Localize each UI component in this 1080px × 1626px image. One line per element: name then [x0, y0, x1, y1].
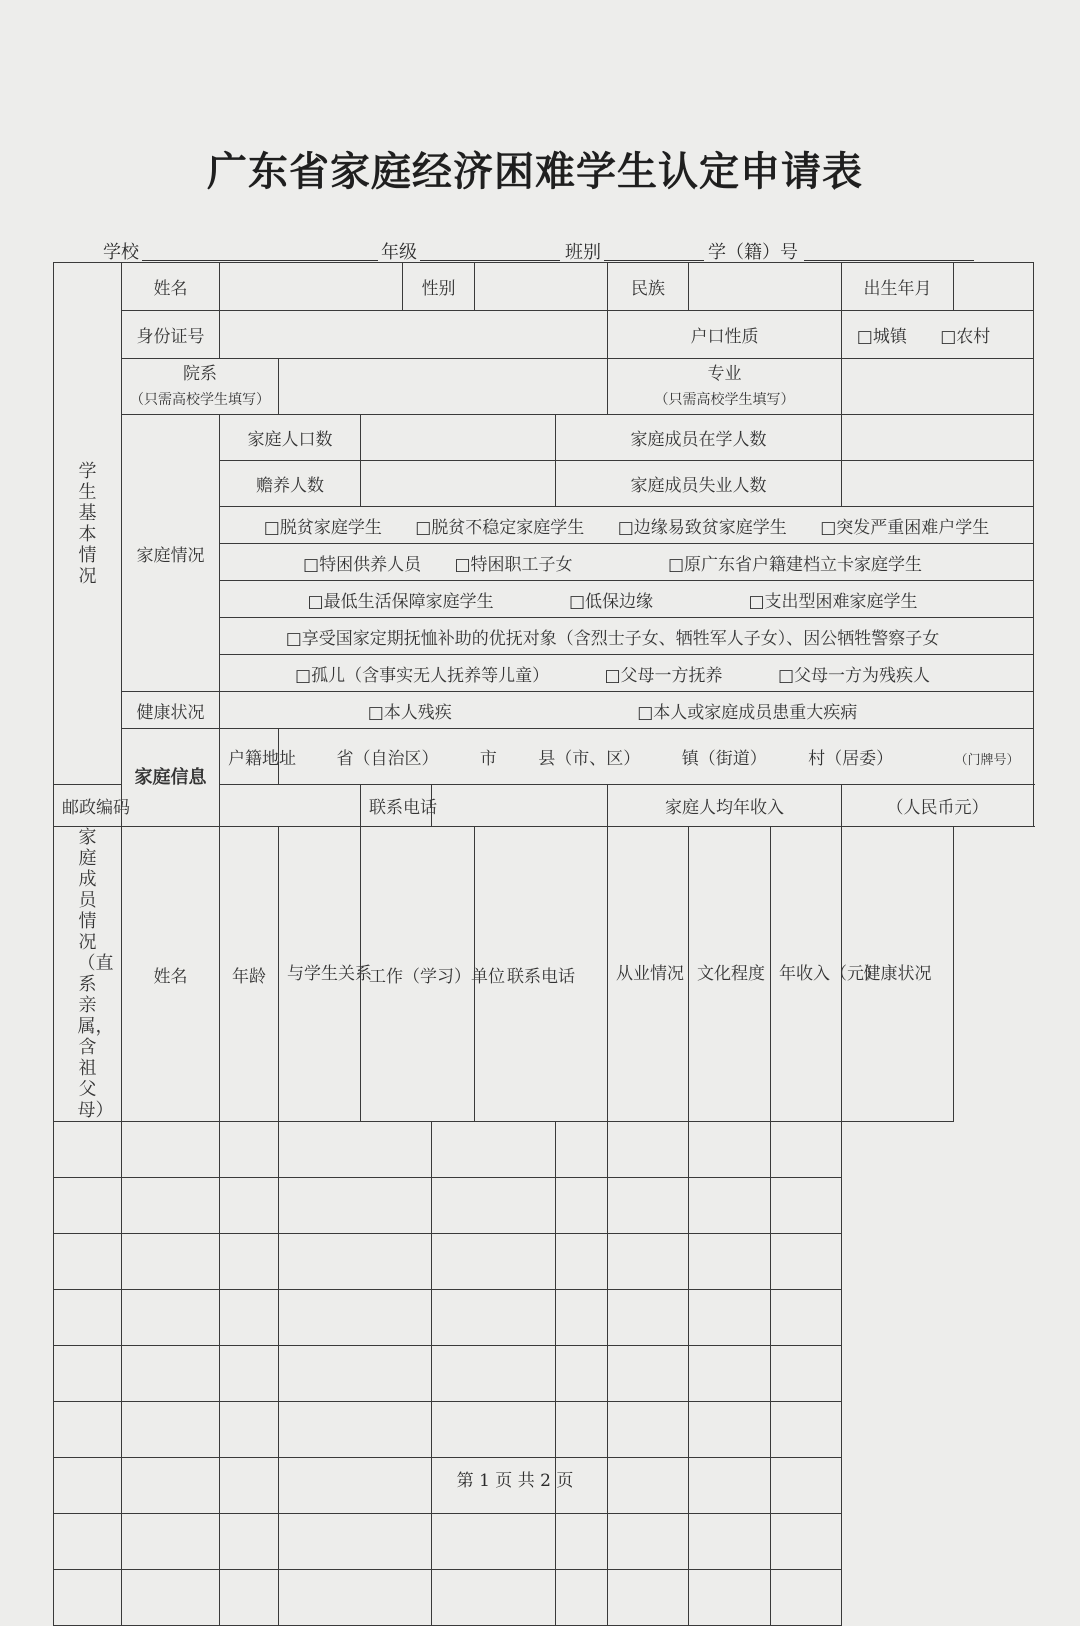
- address-field[interactable]: [279, 729, 1034, 785]
- member-cell[interactable]: [608, 1290, 689, 1346]
- member-rows: [54, 1122, 1034, 1626]
- support-label: 赡养人数: [220, 461, 361, 507]
- member-cell[interactable]: [279, 1178, 432, 1234]
- member-cell[interactable]: [771, 1122, 842, 1178]
- member-cell[interactable]: [432, 1514, 556, 1570]
- family-option[interactable]: □边缘易致贫家庭学生: [617, 517, 787, 538]
- family-options-row-4: [220, 618, 1034, 655]
- member-cell[interactable]: [432, 1234, 556, 1290]
- address-part: 县（市、区）: [538, 749, 641, 769]
- family-option[interactable]: □享受国家定期抚恤补助的优抚对象（含烈士子女、牺牲军人子女）、因公牺牲警察子女: [285, 628, 940, 649]
- postcode-label: 邮政编码: [54, 785, 122, 827]
- member-cell[interactable]: [279, 1570, 432, 1626]
- ethnicity-field[interactable]: [689, 263, 842, 311]
- health-option[interactable]: □本人或家庭成员患重大疾病: [637, 702, 858, 723]
- address-part: 镇（街道）: [681, 749, 767, 769]
- member-cell[interactable]: [556, 1234, 608, 1290]
- id-label: 身份证号: [122, 311, 220, 359]
- address-part: 省（自治区）: [336, 749, 439, 769]
- member-cell[interactable]: [556, 1514, 608, 1570]
- member-cell[interactable]: [432, 1570, 556, 1626]
- member-cell[interactable]: [54, 1570, 122, 1626]
- class-field[interactable]: [604, 260, 704, 261]
- member-col-header: 联系电话: [475, 827, 608, 1122]
- family-option[interactable]: □突发严重困难户学生: [820, 517, 990, 538]
- family-options-row-5: [220, 655, 1034, 692]
- member-cell[interactable]: [689, 1570, 771, 1626]
- phone-label: 联系电话: [361, 785, 432, 827]
- family-option[interactable]: □特困职工子女: [454, 554, 573, 575]
- member-cell[interactable]: [54, 1514, 122, 1570]
- dept-label: 院系 （只需高校学生填写）: [122, 359, 279, 415]
- student-no-field[interactable]: [804, 260, 974, 261]
- application-form: [53, 262, 1034, 1626]
- dept-field[interactable]: [279, 359, 608, 415]
- member-cell[interactable]: [54, 1234, 122, 1290]
- family-option[interactable]: □支出型困难家庭学生: [748, 591, 918, 612]
- health-option[interactable]: □本人残疾: [367, 702, 452, 723]
- member-cell[interactable]: [432, 1122, 556, 1178]
- population-field[interactable]: [361, 415, 556, 461]
- grade-label: 年级: [381, 242, 417, 263]
- ethnicity-label: 民族: [608, 263, 689, 311]
- member-cell[interactable]: [279, 1402, 432, 1458]
- name-field[interactable]: [220, 263, 403, 311]
- student-no-label: 学（籍）号: [708, 242, 798, 263]
- hukou-option[interactable]: □农村: [940, 327, 991, 347]
- member-cell[interactable]: [54, 1346, 122, 1402]
- member-cell[interactable]: [556, 1346, 608, 1402]
- member-cell[interactable]: [220, 1290, 279, 1346]
- member-cell[interactable]: [122, 1122, 220, 1178]
- support-field[interactable]: [361, 461, 556, 507]
- member-cell[interactable]: [689, 1346, 771, 1402]
- family-option[interactable]: □最低生活保障家庭学生: [307, 591, 494, 612]
- members-section-label: 家庭成员情况（直系亲属，含祖父母）: [54, 827, 122, 1122]
- school-field[interactable]: [142, 260, 378, 261]
- family-option[interactable]: □脱贫家庭学生: [263, 517, 382, 538]
- member-col-header: 年收入（元）: [771, 827, 842, 1122]
- member-cell[interactable]: [608, 1402, 689, 1458]
- id-field[interactable]: [220, 311, 608, 359]
- family-option[interactable]: □低保边缘: [568, 591, 654, 612]
- member-cell[interactable]: [279, 1122, 432, 1178]
- hukou-label: 户口性质: [608, 311, 842, 359]
- member-col-header: 从业情况: [608, 827, 689, 1122]
- member-cell[interactable]: [556, 1178, 608, 1234]
- population-label: 家庭人口数: [220, 415, 361, 461]
- member-cell[interactable]: [279, 1234, 432, 1290]
- address-part: 市: [479, 749, 497, 769]
- name-label: 姓名: [122, 263, 220, 311]
- class-label: 班别: [565, 242, 601, 263]
- member-cell[interactable]: [54, 1290, 122, 1346]
- member-cell[interactable]: [689, 1178, 771, 1234]
- table-row: [54, 1514, 1034, 1570]
- member-cell[interactable]: [122, 1346, 220, 1402]
- member-col-header: 健康状况: [842, 827, 954, 1122]
- member-cell[interactable]: [771, 1178, 842, 1234]
- hukou-options[interactable]: [842, 311, 1034, 359]
- member-cell[interactable]: [608, 1234, 689, 1290]
- table-row: [54, 1570, 1034, 1626]
- member-cell[interactable]: [122, 1178, 220, 1234]
- member-cell[interactable]: [220, 1178, 279, 1234]
- family-info-section-label: 家庭信息: [122, 729, 220, 827]
- member-cell[interactable]: [279, 1346, 432, 1402]
- member-cell[interactable]: [556, 1402, 608, 1458]
- member-cell[interactable]: [689, 1402, 771, 1458]
- member-cell[interactable]: [220, 1122, 279, 1178]
- family-option[interactable]: □父母一方为残疾人: [777, 665, 931, 686]
- member-cell[interactable]: [122, 1290, 220, 1346]
- family-options-row-3: [220, 581, 1034, 618]
- member-cell[interactable]: [220, 1514, 279, 1570]
- member-cell[interactable]: [689, 1234, 771, 1290]
- gender-label: 性别: [403, 263, 475, 311]
- member-cell[interactable]: [771, 1346, 842, 1402]
- member-col-header: 文化程度: [689, 827, 771, 1122]
- member-cell[interactable]: [771, 1234, 842, 1290]
- member-cell[interactable]: [556, 1570, 608, 1626]
- member-cell[interactable]: [220, 1570, 279, 1626]
- member-col-header: 姓名: [122, 827, 220, 1122]
- basic-section-label: 学生基本情况: [54, 263, 122, 785]
- member-cell[interactable]: [608, 1346, 689, 1402]
- table-row: [54, 1122, 1034, 1178]
- health-options: [220, 692, 1034, 729]
- school-label: 学校: [103, 242, 139, 263]
- table-row: [54, 1346, 1034, 1402]
- member-cell[interactable]: [771, 1290, 842, 1346]
- phone-field[interactable]: [432, 785, 608, 827]
- family-label: 家庭情况: [122, 415, 220, 692]
- member-cell[interactable]: [54, 1122, 122, 1178]
- member-cell[interactable]: [122, 1234, 220, 1290]
- member-cell[interactable]: [122, 1402, 220, 1458]
- table-row: [54, 1234, 1034, 1290]
- health-label: 健康状况: [122, 692, 220, 729]
- member-col-header: 工作（学习）单位: [361, 827, 475, 1122]
- form-title: 广东省家庭经济困难学生认定申请表: [207, 148, 863, 195]
- page-footer: 第 1 页 共 2 页: [456, 1471, 574, 1491]
- member-cell[interactable]: [689, 1514, 771, 1570]
- door-no-label: （门牌号）: [954, 753, 1020, 768]
- member-cell[interactable]: [556, 1290, 608, 1346]
- family-options-row-2: [220, 544, 1034, 581]
- major-field[interactable]: [842, 359, 1034, 415]
- member-cell[interactable]: [608, 1178, 689, 1234]
- family-option[interactable]: □特困供养人员: [303, 554, 422, 575]
- member-cell[interactable]: [771, 1402, 842, 1458]
- income-field[interactable]: [842, 785, 1034, 827]
- member-cell[interactable]: [54, 1178, 122, 1234]
- currency-label: （人民币元）: [886, 798, 989, 818]
- member-col-header: 年龄: [220, 827, 279, 1122]
- member-cell[interactable]: [54, 1402, 122, 1458]
- member-cell[interactable]: [556, 1122, 608, 1178]
- member-cell[interactable]: [279, 1514, 432, 1570]
- member-cell[interactable]: [220, 1234, 279, 1290]
- family-option[interactable]: □原广东省户籍建档立卡家庭学生: [667, 554, 923, 575]
- member-cell[interactable]: [432, 1346, 556, 1402]
- grade-field[interactable]: [420, 260, 560, 261]
- member-cell[interactable]: [122, 1514, 220, 1570]
- member-cell[interactable]: [608, 1514, 689, 1570]
- member-cell[interactable]: [432, 1178, 556, 1234]
- major-label: 专业 （只需高校学生填写）: [608, 359, 842, 415]
- unemployed-field[interactable]: [842, 461, 1034, 507]
- table-row: [54, 1178, 1034, 1234]
- member-cell[interactable]: [608, 1570, 689, 1626]
- hukou-option[interactable]: □城镇: [856, 327, 907, 347]
- address-part: 村（居委）: [808, 749, 894, 769]
- member-cell[interactable]: [771, 1514, 842, 1570]
- table-row: [54, 1290, 1034, 1346]
- member-col-header: 与学生关系: [279, 827, 361, 1122]
- member-cell[interactable]: [279, 1290, 432, 1346]
- gender-field[interactable]: [475, 263, 608, 311]
- member-cell[interactable]: [220, 1346, 279, 1402]
- birth-label: 出生年月: [842, 263, 954, 311]
- in-school-field[interactable]: [842, 415, 1034, 461]
- unemployed-label: 家庭成员失业人数: [556, 461, 842, 507]
- family-options-row-1: [220, 507, 1034, 544]
- member-cell[interactable]: [771, 1570, 842, 1626]
- member-cell[interactable]: [220, 1402, 279, 1458]
- postcode-field[interactable]: [220, 785, 361, 827]
- member-cell[interactable]: [689, 1122, 771, 1178]
- member-cell[interactable]: [122, 1570, 220, 1626]
- family-option[interactable]: □孤儿（含事实无人抚养等儿童）: [295, 665, 550, 686]
- family-option[interactable]: □脱贫不稳定家庭学生: [415, 517, 585, 538]
- birth-field[interactable]: [954, 263, 1034, 311]
- address-label: 户籍地址: [220, 729, 279, 785]
- family-option[interactable]: □父母一方抚养: [604, 665, 723, 686]
- income-label: 家庭人均年收入: [608, 785, 842, 827]
- member-cell[interactable]: [432, 1402, 556, 1458]
- member-cell[interactable]: [689, 1290, 771, 1346]
- member-cell[interactable]: [432, 1290, 556, 1346]
- table-row: [54, 1402, 1034, 1458]
- member-cell[interactable]: [608, 1122, 689, 1178]
- in-school-label: 家庭成员在学人数: [556, 415, 842, 461]
